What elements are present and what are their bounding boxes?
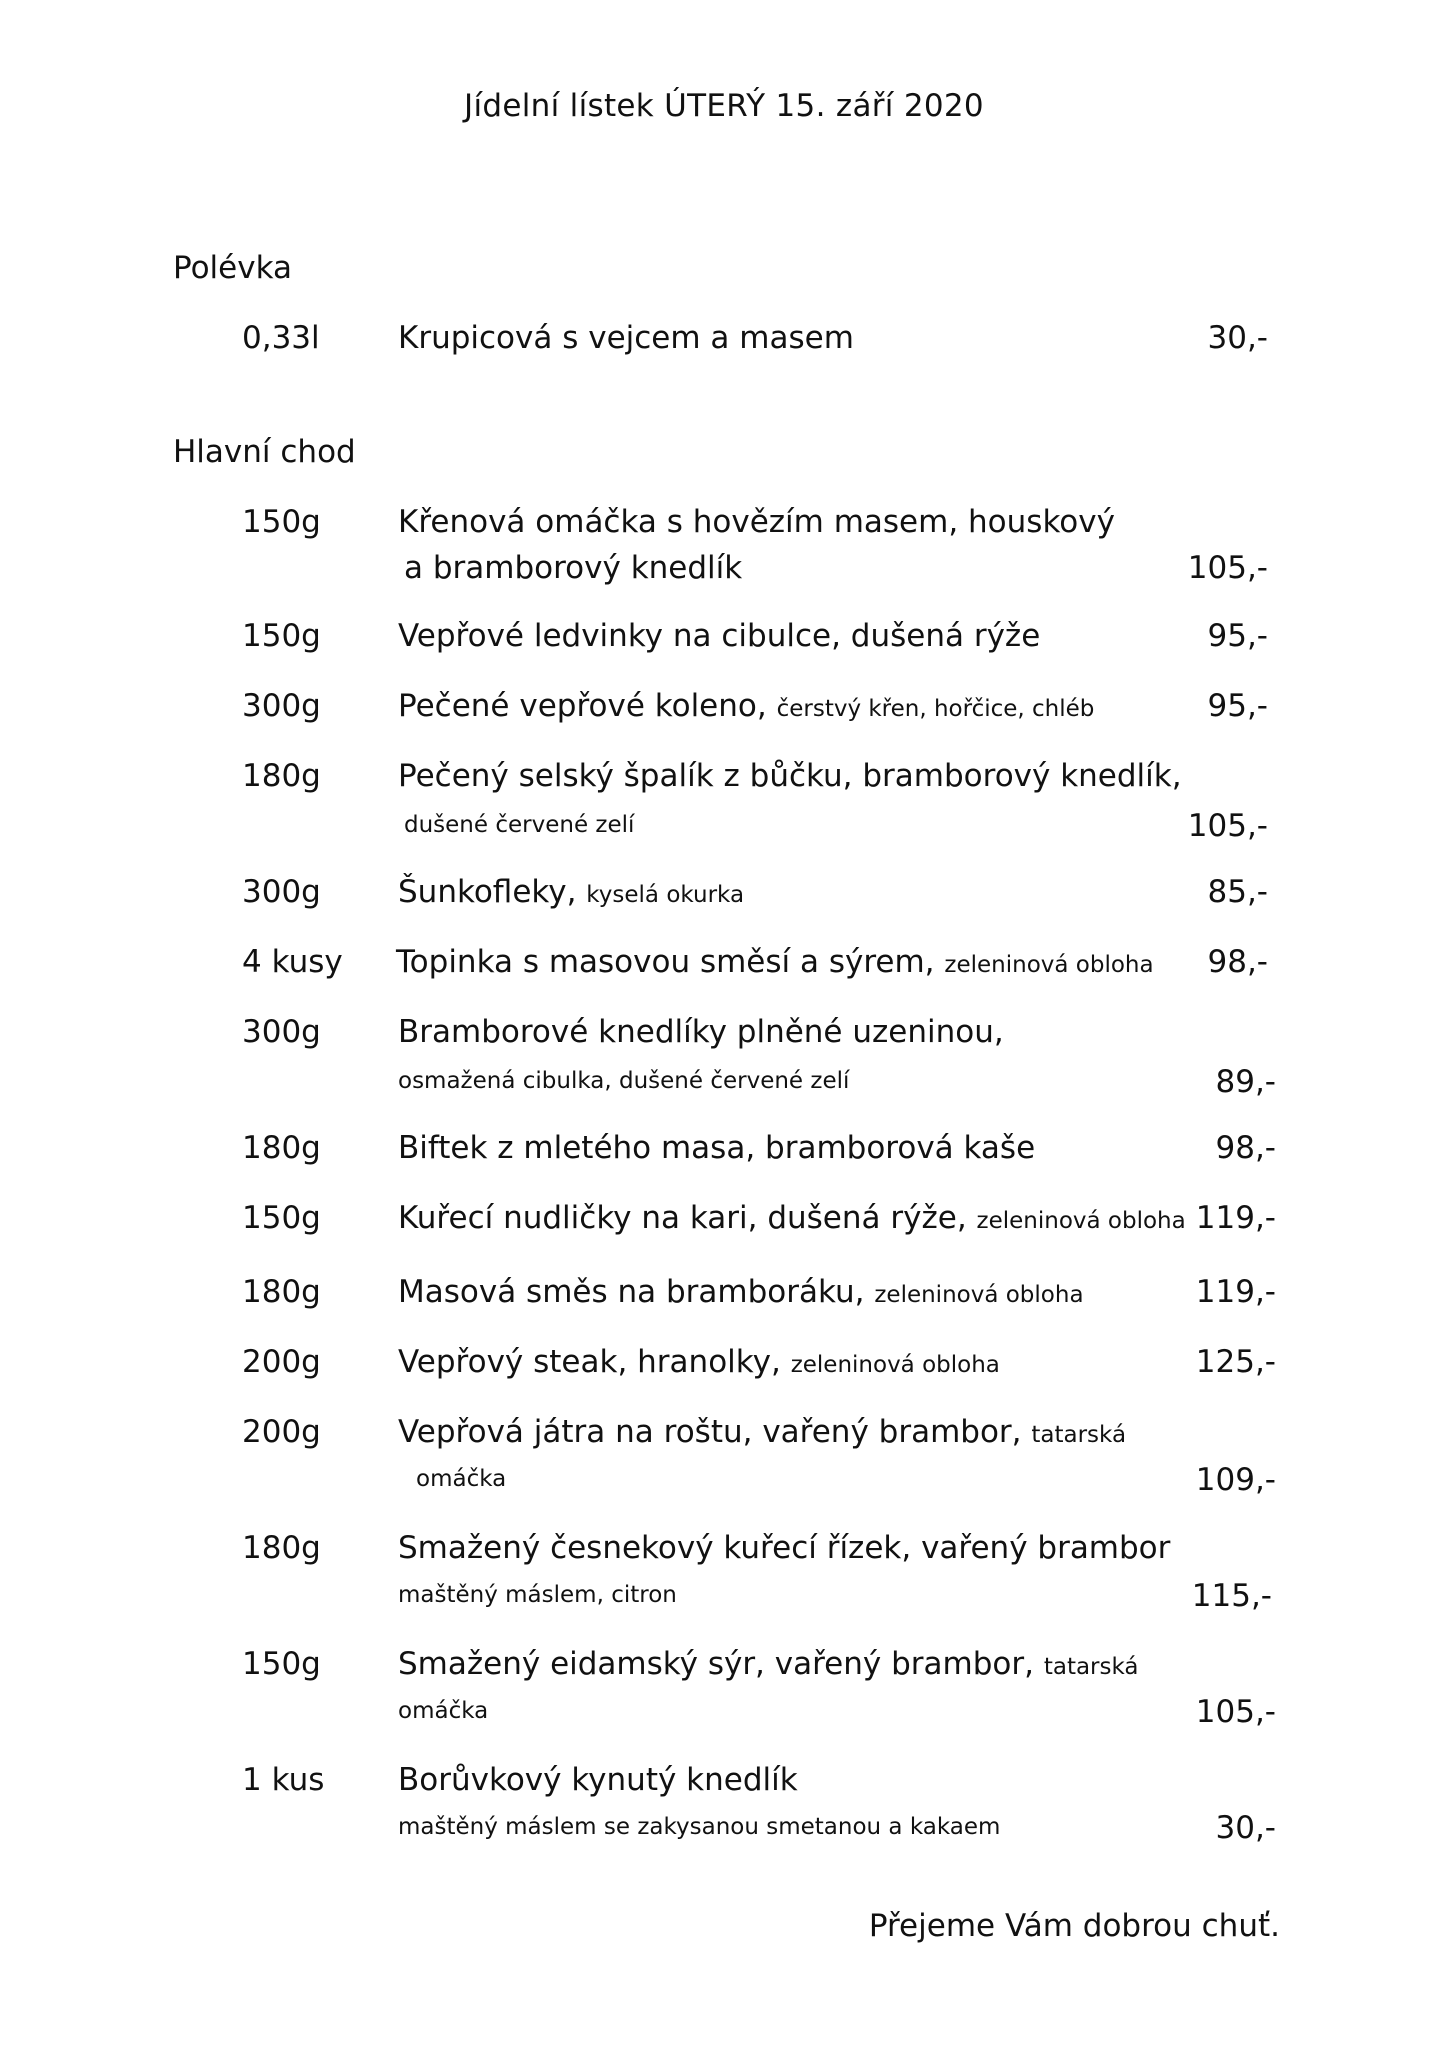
item-continuation: dušené červené zelí [404,812,635,838]
menu-item [0,688,1448,732]
item-price: 105,- [1187,808,1268,844]
item-price: 98,- [1207,944,1268,980]
item-extra: kyselá okurka [586,882,745,908]
menu-item-continuation [0,550,1448,594]
item-price: 115,- [1191,1578,1272,1614]
item-name: Pečené vepřové koleno, [398,688,767,724]
item-extra: čerstvý křen, hořčice, chléb [776,696,1095,722]
item-name: Topinka s masovou směsí a sýrem, [396,944,935,980]
menu-item [0,1646,1448,1690]
item-weight: 180g [242,1274,321,1310]
item-name: Biftek z mletého masa, bramborová kaše [398,1130,1036,1166]
item-name: Kuřecí nudličky na kari, dušená rýže, [398,1200,967,1236]
item-extra: zeleninová obloha [944,952,1154,978]
menu-item [0,944,1448,988]
item-name: Pečený selský špalík z bůčku, bramborový knedlík, [398,758,1182,794]
item-extra: zeleninová obloha [976,1208,1186,1234]
item-price: 119,- [1195,1274,1276,1310]
item-name: Smažený eidamský sýr, vařený brambor, [398,1646,1034,1682]
item-extra: zeleninová obloha [874,1282,1084,1308]
item-price: 89,- [1215,1064,1276,1100]
menu-item [0,1274,1448,1318]
item-weight: 150g [242,504,321,540]
main-heading: Hlavní chod [173,434,356,470]
menu-item [0,1762,1448,1806]
item-extra: zeleninová obloha [790,1352,1000,1378]
menu-item-continuation [0,1810,1448,1854]
menu-item [0,1414,1448,1458]
closing-greeting: Přejeme Vám dobrou chuť. [868,1908,1280,1944]
item-weight: 200g [242,1344,321,1380]
menu-item [0,618,1448,662]
item-weight: 180g [242,758,321,794]
item-continuation: maštěný máslem, citron [398,1582,677,1608]
menu-item [0,1530,1448,1574]
item-continuation: omáčka [416,1466,507,1492]
item-price: 30,- [1207,320,1268,356]
item-name: Smažený česnekový kuřecí řízek, vařený brambor [398,1530,1171,1566]
menu-item [0,1200,1448,1244]
menu-item-continuation [0,1064,1448,1108]
menu-item [0,1130,1448,1174]
item-continuation: maštěný máslem se zakysanou smetanou a kakaem [398,1814,1001,1840]
item-name: Masová směs na bramboráku, [398,1274,865,1310]
item-continuation: a bramborový knedlík [404,550,743,586]
item-price: 95,- [1207,618,1268,654]
item-price: 109,- [1195,1462,1276,1498]
item-weight: 4 kusy [242,944,343,980]
menu-item-continuation [0,1578,1448,1622]
item-name: Vepřový steak, hranolky, [398,1344,781,1380]
menu-item-continuation [0,808,1448,852]
item-name: Borůvkový kynutý knedlík [398,1762,798,1798]
item-name: Bramborové knedlíky plněné uzeninou, [398,1014,1004,1050]
item-price: 98,- [1215,1130,1276,1166]
item-extra: tatarská [1043,1654,1139,1680]
item-extra: tatarská [1031,1422,1127,1448]
item-weight: 300g [242,688,321,724]
item-price: 85,- [1207,874,1268,910]
menu-item [0,874,1448,918]
item-price: 30,- [1215,1810,1276,1846]
item-price: 95,- [1207,688,1268,724]
item-weight: 300g [242,874,321,910]
item-weight: 150g [242,1646,321,1682]
item-name: Krupicová s vejcem a masem [398,320,854,356]
item-weight: 150g [242,618,321,654]
menu-title: Jídelní lístek ÚTERÝ 15. září 2020 [464,88,984,124]
item-weight: 150g [242,1200,321,1236]
item-price: 125,- [1195,1344,1276,1380]
item-weight: 180g [242,1530,321,1566]
item-weight: 300g [242,1014,321,1050]
item-price: 119,- [1195,1200,1276,1236]
item-name: Křenová omáčka s hovězím masem, houskový [398,504,1115,540]
item-continuation: osmažená cibulka, dušené červené zelí [398,1068,850,1094]
menu-item [0,1014,1448,1058]
soup-item [0,320,1448,364]
menu-item [0,758,1448,802]
item-weight: 200g [242,1414,321,1450]
soup-heading: Polévka [173,250,292,286]
item-name: Vepřová játra na roštu, vařený brambor, [398,1414,1022,1450]
item-name: Šunkofleky, [398,874,577,910]
menu-item [0,504,1448,548]
menu-item-continuation [0,1462,1448,1506]
item-weight: 180g [242,1130,321,1166]
menu-item [0,1344,1448,1388]
item-price: 105,- [1187,550,1268,586]
menu-item-continuation [0,1694,1448,1738]
item-name: Vepřové ledvinky na cibulce, dušená rýže [398,618,1041,654]
item-continuation: omáčka [398,1698,489,1724]
item-weight: 0,33l [242,320,320,356]
item-price: 105,- [1195,1694,1276,1730]
item-weight: 1 kus [242,1762,325,1798]
